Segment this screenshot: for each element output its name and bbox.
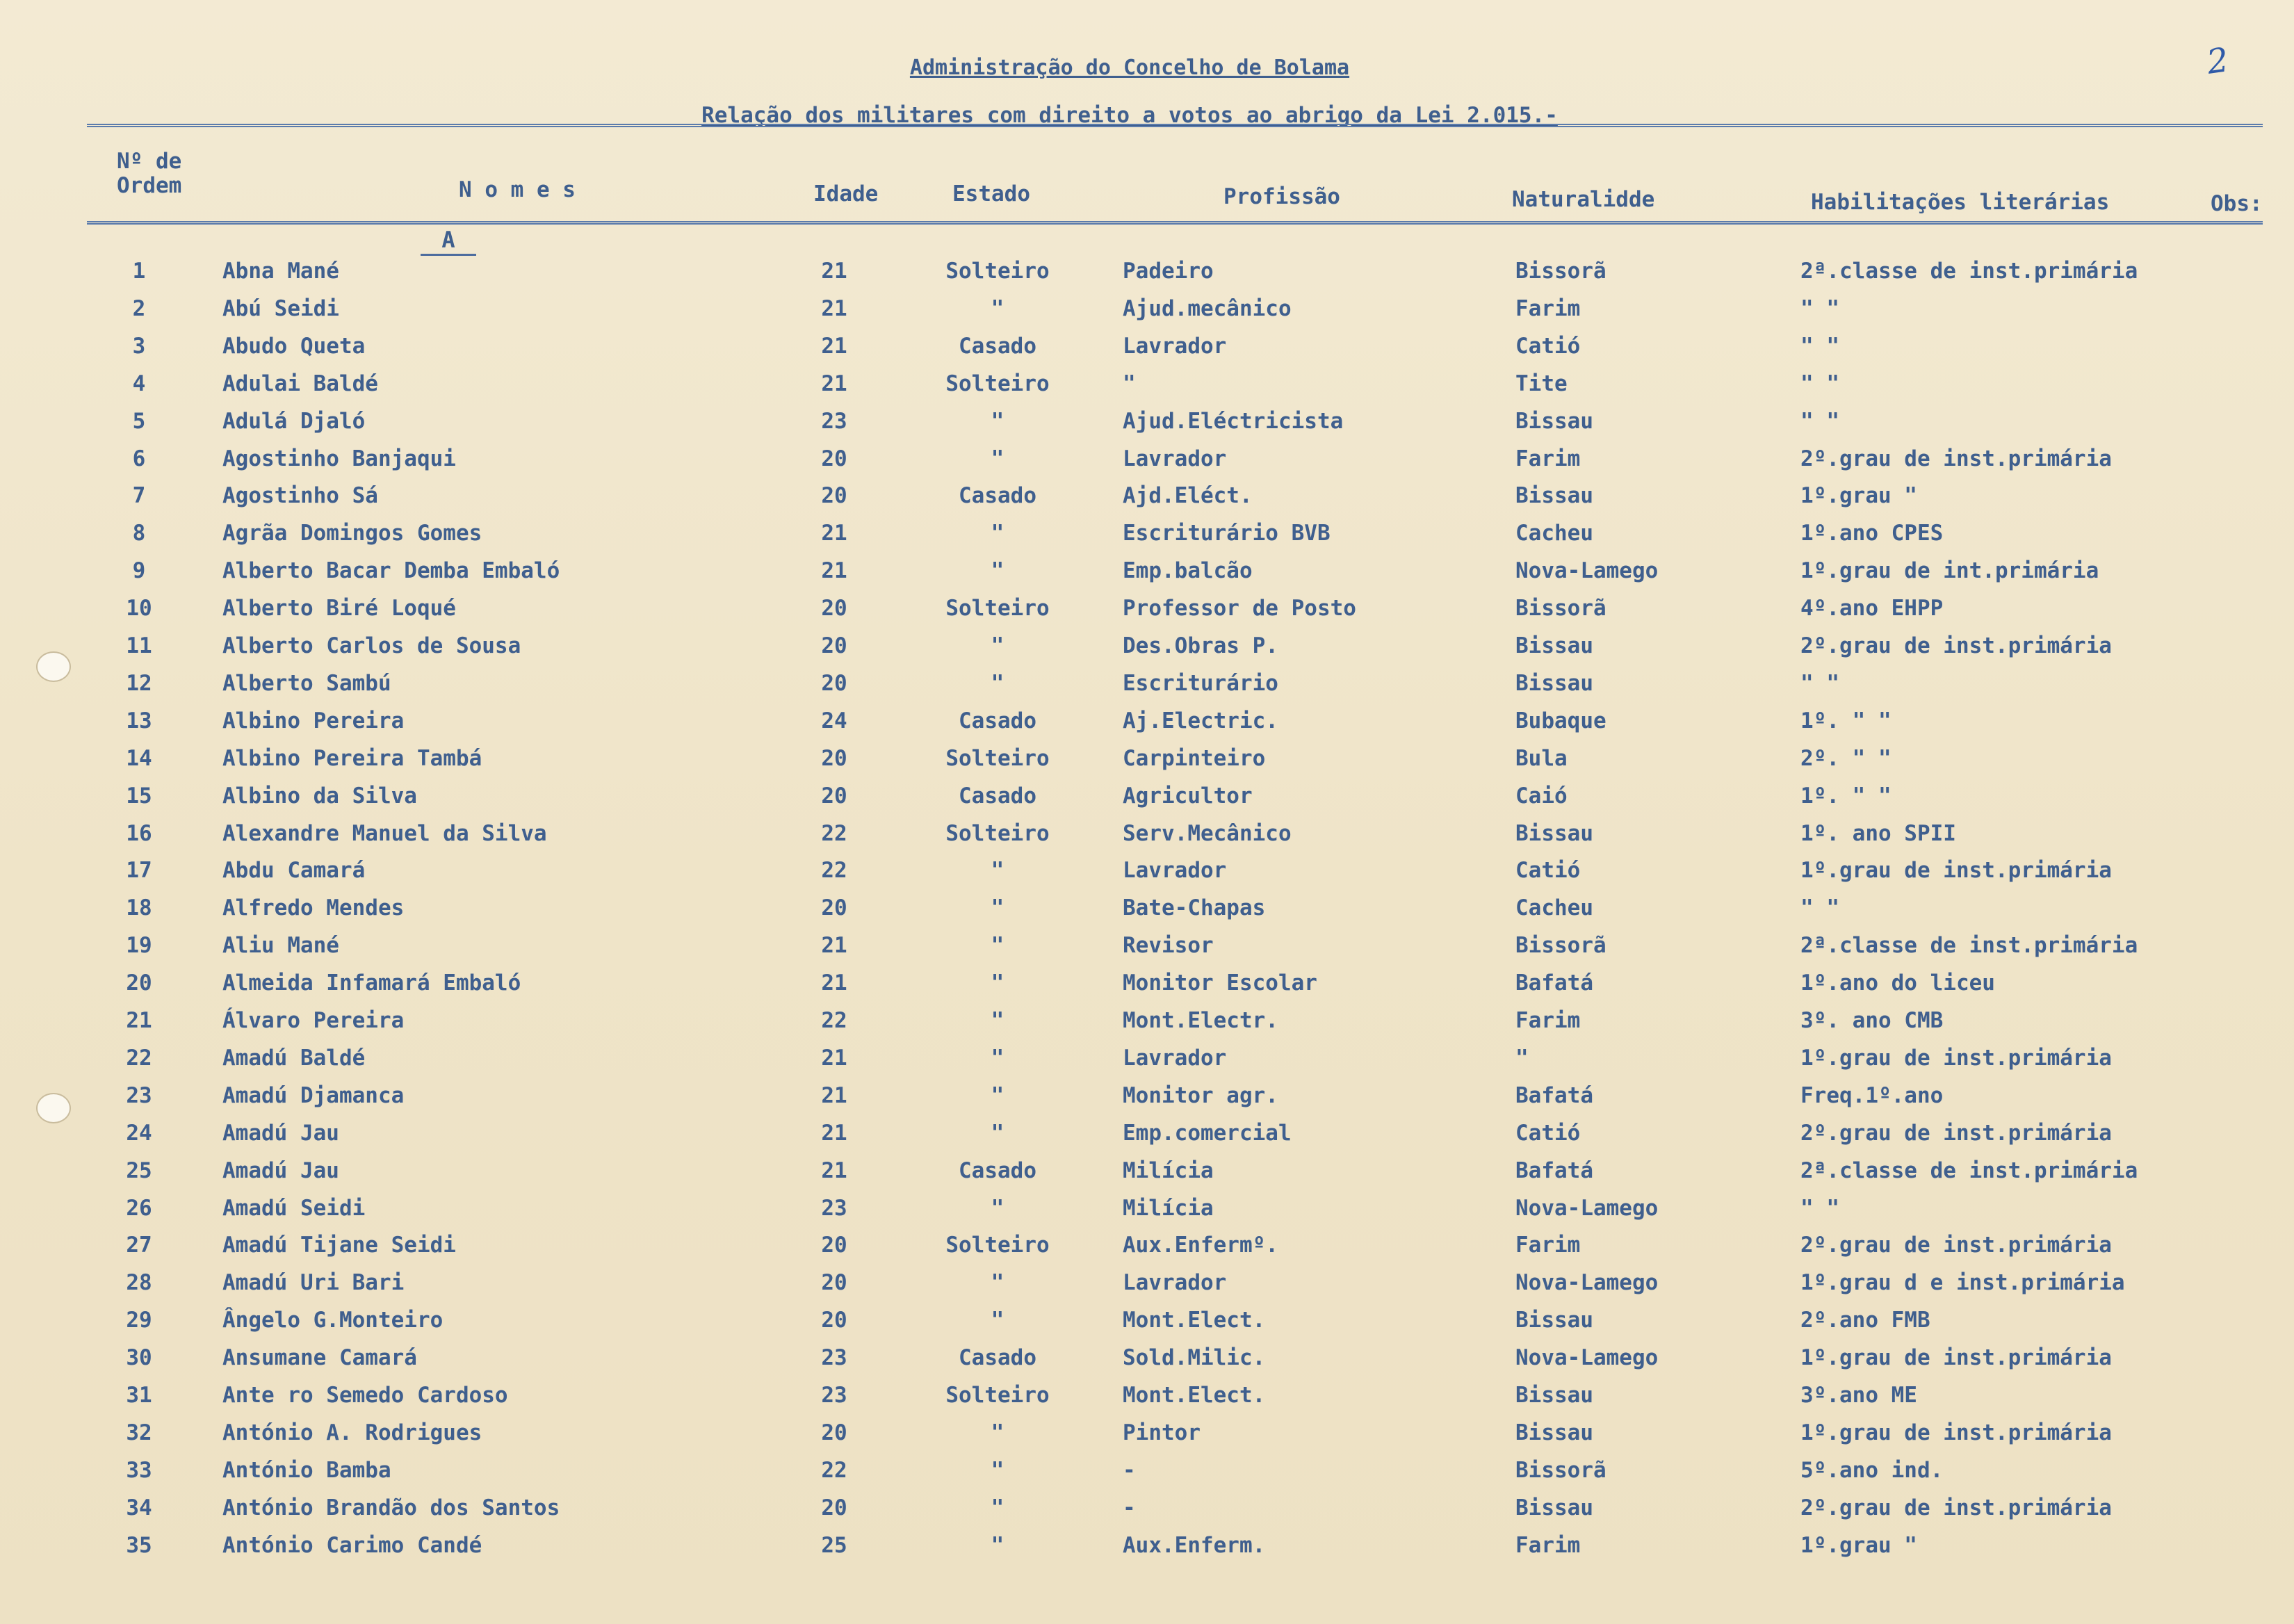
table-row xyxy=(0,745,2294,782)
row-age: 21 xyxy=(821,971,847,996)
row-number: 3 xyxy=(132,333,146,359)
row-education: 2º.grau de inst.primária xyxy=(1800,1233,2112,1258)
header-rule-bottom xyxy=(87,221,2263,225)
row-age: 20 xyxy=(821,1270,847,1296)
row-education: " " xyxy=(1800,371,1839,396)
row-birthplace: Cacheu xyxy=(1515,521,1593,546)
header-ordem-line1: Nº de xyxy=(117,149,182,174)
row-age: 20 xyxy=(821,446,847,471)
row-number: 34 xyxy=(126,1495,152,1520)
row-name: Ângelo G.Monteiro xyxy=(222,1308,444,1333)
table-row xyxy=(0,1269,2294,1306)
row-marital-status: " xyxy=(991,1420,1004,1445)
row-number: 32 xyxy=(126,1420,152,1445)
row-number: 24 xyxy=(126,1120,152,1146)
row-birthplace: Catió xyxy=(1515,333,1581,359)
table-row xyxy=(0,632,2294,669)
table-row xyxy=(0,782,2294,820)
row-education: 1º.grau " xyxy=(1800,1532,1917,1558)
page-subtitle: Relação dos militares com direito a votos ao abrigo da Lei 2.015.- xyxy=(701,103,1558,128)
row-name: Almeida Infamará Embaló xyxy=(222,971,521,996)
row-profession: Carpinteiro xyxy=(1123,745,1266,771)
table-row xyxy=(0,257,2294,295)
row-profession: - xyxy=(1123,1495,1136,1520)
row-profession: Serv.Mecânico xyxy=(1123,820,1292,846)
row-profession: Milícia xyxy=(1123,1158,1214,1183)
row-birthplace: Bissau xyxy=(1515,1495,1593,1520)
row-birthplace: Tite xyxy=(1515,371,1568,396)
row-age: 25 xyxy=(821,1532,847,1558)
row-number: 12 xyxy=(126,670,152,696)
row-age: 21 xyxy=(821,333,847,359)
row-profession: Lavrador xyxy=(1123,446,1227,471)
row-profession: Escriturário xyxy=(1123,670,1278,696)
row-name: Álvaro Pereira xyxy=(222,1008,405,1033)
row-birthplace: Bissorã xyxy=(1515,1457,1606,1483)
row-number: 7 xyxy=(132,483,146,509)
row-profession: Bate-Chapas xyxy=(1123,895,1266,921)
row-number: 35 xyxy=(126,1532,152,1558)
row-profession: Emp.balcão xyxy=(1123,558,1253,584)
row-profession: Lavrador xyxy=(1123,1045,1227,1071)
row-number: 8 xyxy=(132,521,146,546)
row-age: 23 xyxy=(821,1195,847,1221)
table-row xyxy=(0,1007,2294,1044)
row-marital-status: " xyxy=(991,295,1004,321)
row-education: 2ª.classe de inst.primária xyxy=(1800,1158,2138,1183)
table-row xyxy=(0,1456,2294,1494)
row-age: 21 xyxy=(821,521,847,546)
table-row xyxy=(0,707,2294,745)
table-row xyxy=(0,932,2294,969)
row-number: 25 xyxy=(126,1158,152,1183)
row-education: 2º.ano FMB xyxy=(1800,1308,1930,1333)
row-education: " " xyxy=(1800,1195,1839,1221)
row-name: Abú Seidi xyxy=(222,295,339,321)
row-number: 4 xyxy=(132,371,146,396)
row-profession: Mont.Electr. xyxy=(1123,1008,1278,1033)
row-number: 22 xyxy=(126,1045,152,1071)
row-marital-status: " xyxy=(991,971,1004,996)
row-education: " " xyxy=(1800,408,1839,434)
row-education: 2º.grau de inst.primária xyxy=(1800,1495,2112,1520)
row-age: 20 xyxy=(821,483,847,509)
row-marital-status: " xyxy=(991,1308,1004,1333)
row-marital-status: Casado xyxy=(959,1345,1036,1371)
row-birthplace: Catió xyxy=(1515,1120,1581,1146)
row-birthplace: Farim xyxy=(1515,1233,1581,1258)
row-birthplace: Bissau xyxy=(1515,1383,1593,1408)
header-obs: Obs: xyxy=(2211,191,2263,216)
row-profession: Milícia xyxy=(1123,1195,1214,1221)
row-marital-status: " xyxy=(991,633,1004,658)
row-profession: Padeiro xyxy=(1123,259,1214,284)
row-education: 1º.ano CPES xyxy=(1800,521,1944,546)
row-name: Ante ro Semedo Cardoso xyxy=(222,1383,508,1408)
row-marital-status: " xyxy=(991,446,1004,471)
row-name: Alfredo Mendes xyxy=(222,895,405,921)
row-age: 21 xyxy=(821,1082,847,1108)
row-birthplace: Caió xyxy=(1515,783,1568,809)
row-education: 2º.grau de inst.primária xyxy=(1800,1120,2112,1146)
row-age: 22 xyxy=(821,858,847,884)
row-number: 33 xyxy=(126,1457,152,1483)
row-education: 3º. ano CMB xyxy=(1800,1008,1944,1033)
table-row xyxy=(0,1381,2294,1419)
header-nomes: N o m e s xyxy=(459,177,576,202)
table-row xyxy=(0,1119,2294,1157)
row-marital-status: " xyxy=(991,1082,1004,1108)
row-profession: Mont.Elect. xyxy=(1123,1383,1266,1408)
page-title: Administração do Concelho de Bolama xyxy=(909,56,1350,80)
table-row xyxy=(0,1419,2294,1456)
row-marital-status: " xyxy=(991,858,1004,884)
row-age: 20 xyxy=(821,895,847,921)
row-birthplace: Farim xyxy=(1515,295,1581,321)
row-marital-status: " xyxy=(991,1270,1004,1296)
row-birthplace: Farim xyxy=(1515,1532,1581,1558)
table-row xyxy=(0,1306,2294,1344)
row-age: 21 xyxy=(821,1158,847,1183)
row-marital-status: Casado xyxy=(959,783,1036,809)
row-education: 2º.grau de inst.primária xyxy=(1800,633,2112,658)
row-age: 21 xyxy=(821,1120,847,1146)
row-profession: Monitor agr. xyxy=(1123,1082,1278,1108)
table-row xyxy=(0,856,2294,894)
row-profession: Revisor xyxy=(1123,933,1214,959)
row-name: Albino Pereira xyxy=(222,708,405,733)
row-marital-status: " xyxy=(991,670,1004,696)
row-name: Amadú Baldé xyxy=(222,1045,366,1071)
row-number: 14 xyxy=(126,745,152,771)
table-row xyxy=(0,1044,2294,1082)
row-profession: Escriturário BVB xyxy=(1123,521,1331,546)
row-profession: Agricultor xyxy=(1123,783,1253,809)
row-education: 1º. " " xyxy=(1800,708,1892,733)
row-birthplace: Bafatá xyxy=(1515,1082,1593,1108)
row-birthplace: " xyxy=(1515,1045,1529,1071)
row-birthplace: Bissau xyxy=(1515,1308,1593,1333)
row-name: Amadú Uri Bari xyxy=(222,1270,405,1296)
row-age: 20 xyxy=(821,745,847,771)
row-birthplace: Bissau xyxy=(1515,670,1593,696)
row-marital-status: Casado xyxy=(959,333,1036,359)
header-profissao: Profissão xyxy=(1223,184,1340,209)
row-number: 15 xyxy=(126,783,152,809)
row-education: 1º.ano do liceu xyxy=(1800,971,1995,996)
row-marital-status: Solteiro xyxy=(945,259,1050,284)
row-number: 21 xyxy=(126,1008,152,1033)
row-name: Agrãa Domingos Gomes xyxy=(222,521,482,546)
table-row xyxy=(0,1157,2294,1194)
handwritten-page-number: 2 xyxy=(2204,40,2231,82)
row-name: António Brandão dos Santos xyxy=(222,1495,560,1520)
row-name: Albino Pereira Tambá xyxy=(222,745,482,771)
row-birthplace: Bissau xyxy=(1515,408,1593,434)
row-education: " " xyxy=(1800,295,1839,321)
row-marital-status: " xyxy=(991,1195,1004,1221)
row-birthplace: Nova-Lamego xyxy=(1515,1345,1659,1371)
row-marital-status: Casado xyxy=(959,483,1036,509)
row-number: 9 xyxy=(132,558,146,584)
table-row xyxy=(0,1494,2294,1532)
row-name: Abdu Camará xyxy=(222,858,366,884)
table-row xyxy=(0,1532,2294,1569)
row-name: António Carimo Candé xyxy=(222,1532,482,1558)
row-number: 27 xyxy=(126,1233,152,1258)
row-age: 20 xyxy=(821,783,847,809)
row-name: Alberto Bacar Demba Embaló xyxy=(222,558,560,584)
row-number: 16 xyxy=(126,820,152,846)
table-row xyxy=(0,519,2294,557)
header-estado: Estado xyxy=(952,181,1030,206)
row-marital-status: Solteiro xyxy=(945,820,1050,846)
row-age: 20 xyxy=(821,1495,847,1520)
row-birthplace: Bissau xyxy=(1515,633,1593,658)
row-number: 5 xyxy=(132,408,146,434)
row-age: 21 xyxy=(821,371,847,396)
row-education: 1º. " " xyxy=(1800,783,1892,809)
row-marital-status: Solteiro xyxy=(945,596,1050,622)
row-education: 2ª.classe de inst.primária xyxy=(1800,259,2138,284)
row-birthplace: Farim xyxy=(1515,1008,1581,1033)
table-row xyxy=(0,1194,2294,1232)
row-name: Alberto Carlos de Sousa xyxy=(222,633,521,658)
row-name: Agostinho Banjaqui xyxy=(222,446,456,471)
row-number: 23 xyxy=(126,1082,152,1108)
row-birthplace: Bissorã xyxy=(1515,933,1606,959)
row-number: 28 xyxy=(126,1270,152,1296)
table-row xyxy=(0,1082,2294,1119)
table-row xyxy=(0,1344,2294,1381)
row-birthplace: Bissau xyxy=(1515,483,1593,509)
table-row xyxy=(0,332,2294,370)
row-name: Alexandre Manuel da Silva xyxy=(222,820,547,846)
row-education: 1º.grau de inst.primária xyxy=(1800,858,2112,884)
row-age: 22 xyxy=(821,1457,847,1483)
row-name: Abudo Queta xyxy=(222,333,366,359)
row-number: 11 xyxy=(126,633,152,658)
row-number: 6 xyxy=(132,446,146,471)
row-birthplace: Farim xyxy=(1515,446,1581,471)
row-profession: Aux.Enfermº. xyxy=(1123,1233,1278,1258)
row-profession: Monitor Escolar xyxy=(1123,971,1317,996)
row-marital-status: Casado xyxy=(959,1158,1036,1183)
table-row xyxy=(0,557,2294,594)
row-name: Amadú Tijane Seidi xyxy=(222,1233,456,1258)
table-row xyxy=(0,407,2294,445)
row-birthplace: Nova-Lamego xyxy=(1515,558,1659,584)
row-profession: Lavrador xyxy=(1123,333,1227,359)
row-number: 1 xyxy=(132,259,146,284)
row-birthplace: Bissorã xyxy=(1515,596,1606,622)
row-birthplace: Bissau xyxy=(1515,820,1593,846)
row-number: 30 xyxy=(126,1345,152,1371)
row-number: 29 xyxy=(126,1308,152,1333)
row-name: Agostinho Sá xyxy=(222,483,378,509)
row-name: Alberto Sambú xyxy=(222,670,391,696)
row-marital-status: Solteiro xyxy=(945,1383,1050,1408)
table-row xyxy=(0,894,2294,932)
header-habilitacoes: Habilitações literárias xyxy=(1811,190,2110,215)
row-number: 19 xyxy=(126,933,152,959)
row-age: 21 xyxy=(821,933,847,959)
row-profession: Des.Obras P. xyxy=(1123,633,1278,658)
row-profession: - xyxy=(1123,1457,1136,1483)
row-number: 31 xyxy=(126,1383,152,1408)
header-ordem-line2: Ordem xyxy=(117,173,182,198)
row-profession: Ajud.Eléctricista xyxy=(1123,408,1344,434)
row-marital-status: " xyxy=(991,1457,1004,1483)
row-name: Amadú Jau xyxy=(222,1120,339,1146)
row-education: 2º. " " xyxy=(1800,745,1892,771)
row-birthplace: Nova-Lamego xyxy=(1515,1270,1659,1296)
row-age: 23 xyxy=(821,408,847,434)
row-number: 20 xyxy=(126,971,152,996)
table-row xyxy=(0,482,2294,519)
table-row xyxy=(0,969,2294,1007)
row-age: 20 xyxy=(821,1420,847,1445)
row-age: 20 xyxy=(821,1233,847,1258)
row-name: Albino da Silva xyxy=(222,783,417,809)
row-number: 26 xyxy=(126,1195,152,1221)
row-profession: Pintor xyxy=(1123,1420,1201,1445)
row-profession: Ajud.mecânico xyxy=(1123,295,1292,321)
row-birthplace: Catió xyxy=(1515,858,1581,884)
row-profession: Professor de Posto xyxy=(1123,596,1356,622)
row-profession: Aux.Enferm. xyxy=(1123,1532,1266,1558)
row-marital-status: " xyxy=(991,1120,1004,1146)
row-education: 1º.grau " xyxy=(1800,483,1917,509)
row-education: 3º.ano ME xyxy=(1800,1383,1917,1408)
row-age: 20 xyxy=(821,1308,847,1333)
row-education: 5º.ano ind. xyxy=(1800,1457,1944,1483)
table-row xyxy=(0,669,2294,707)
row-marital-status: " xyxy=(991,895,1004,921)
row-name: Ansumane Camará xyxy=(222,1345,417,1371)
row-education: 2ª.classe de inst.primária xyxy=(1800,933,2138,959)
row-marital-status: " xyxy=(991,558,1004,584)
row-marital-status: Casado xyxy=(959,708,1036,733)
row-profession: Aj.Electric. xyxy=(1123,708,1278,733)
table-row xyxy=(0,445,2294,482)
table-row xyxy=(0,1231,2294,1269)
row-age: 22 xyxy=(821,1008,847,1033)
row-marital-status: " xyxy=(991,1495,1004,1520)
row-education: 1º.grau de int.primária xyxy=(1800,558,2099,584)
row-education: 1º.grau de inst.primária xyxy=(1800,1420,2112,1445)
row-age: 22 xyxy=(821,820,847,846)
row-age: 21 xyxy=(821,295,847,321)
header-rule-top xyxy=(87,124,2263,127)
table-row xyxy=(0,820,2294,857)
row-age: 21 xyxy=(821,259,847,284)
row-name: Adulai Baldé xyxy=(222,371,378,396)
row-name: Alberto Biré Loqué xyxy=(222,596,456,622)
row-name: Adulá Djaló xyxy=(222,408,366,434)
row-birthplace: Bissorã xyxy=(1515,259,1606,284)
row-age: 20 xyxy=(821,596,847,622)
row-age: 23 xyxy=(821,1345,847,1371)
row-profession: Mont.Elect. xyxy=(1123,1308,1266,1333)
row-education: " " xyxy=(1800,670,1839,696)
row-marital-status: " xyxy=(991,408,1004,434)
row-education: 4º.ano EHPP xyxy=(1800,596,1944,622)
row-name: Amadú Jau xyxy=(222,1158,339,1183)
header-idade: Idade xyxy=(813,181,879,206)
section-letter: A xyxy=(421,226,476,256)
row-birthplace: Nova-Lamego xyxy=(1515,1195,1659,1221)
row-profession: Lavrador xyxy=(1123,858,1227,884)
row-education: " " xyxy=(1800,333,1839,359)
row-name: Abna Mané xyxy=(222,259,339,284)
row-number: 18 xyxy=(126,895,152,921)
row-number: 2 xyxy=(132,295,146,321)
table-row xyxy=(0,594,2294,632)
row-marital-status: " xyxy=(991,1532,1004,1558)
row-age: 24 xyxy=(821,708,847,733)
row-education: 1º.grau d e inst.primária xyxy=(1800,1270,2125,1296)
row-birthplace: Bubaque xyxy=(1515,708,1606,733)
row-age: 21 xyxy=(821,1045,847,1071)
row-profession: " xyxy=(1123,371,1136,396)
row-education: " " xyxy=(1800,895,1839,921)
row-age: 20 xyxy=(821,633,847,658)
row-age: 21 xyxy=(821,558,847,584)
row-marital-status: Solteiro xyxy=(945,745,1050,771)
row-birthplace: Bafatá xyxy=(1515,971,1593,996)
row-profession: Ajd.Eléct. xyxy=(1123,483,1253,509)
table-row xyxy=(0,295,2294,332)
header-naturalidade: Naturalidde xyxy=(1512,187,1655,212)
row-number: 17 xyxy=(126,858,152,884)
table-row xyxy=(0,370,2294,407)
row-name: Aliu Mané xyxy=(222,933,339,959)
row-profession: Sold.Milic. xyxy=(1123,1345,1266,1371)
row-name: António A. Rodrigues xyxy=(222,1420,482,1445)
row-education: Freq.1º.ano xyxy=(1800,1082,1944,1108)
row-age: 23 xyxy=(821,1383,847,1408)
row-birthplace: Bafatá xyxy=(1515,1158,1593,1183)
row-marital-status: " xyxy=(991,521,1004,546)
row-marital-status: " xyxy=(991,1045,1004,1071)
row-birthplace: Bula xyxy=(1515,745,1568,771)
row-profession: Lavrador xyxy=(1123,1270,1227,1296)
row-education: 1º. ano SPII xyxy=(1800,820,1956,846)
row-name: António Bamba xyxy=(222,1457,391,1483)
row-education: 2º.grau de inst.primária xyxy=(1800,446,2112,471)
row-marital-status: Solteiro xyxy=(945,371,1050,396)
row-education: 1º.grau de inst.primária xyxy=(1800,1045,2112,1071)
row-name: Amadú Djamanca xyxy=(222,1082,405,1108)
row-marital-status: Solteiro xyxy=(945,1233,1050,1258)
row-birthplace: Bissau xyxy=(1515,1420,1593,1445)
row-age: 20 xyxy=(821,670,847,696)
row-name: Amadú Seidi xyxy=(222,1195,366,1221)
row-education: 1º.grau de inst.primária xyxy=(1800,1345,2112,1371)
row-profession: Emp.comercial xyxy=(1123,1120,1292,1146)
row-marital-status: " xyxy=(991,1008,1004,1033)
row-number: 13 xyxy=(126,708,152,733)
row-birthplace: Cacheu xyxy=(1515,895,1593,921)
row-marital-status: " xyxy=(991,933,1004,959)
row-number: 10 xyxy=(126,596,152,622)
